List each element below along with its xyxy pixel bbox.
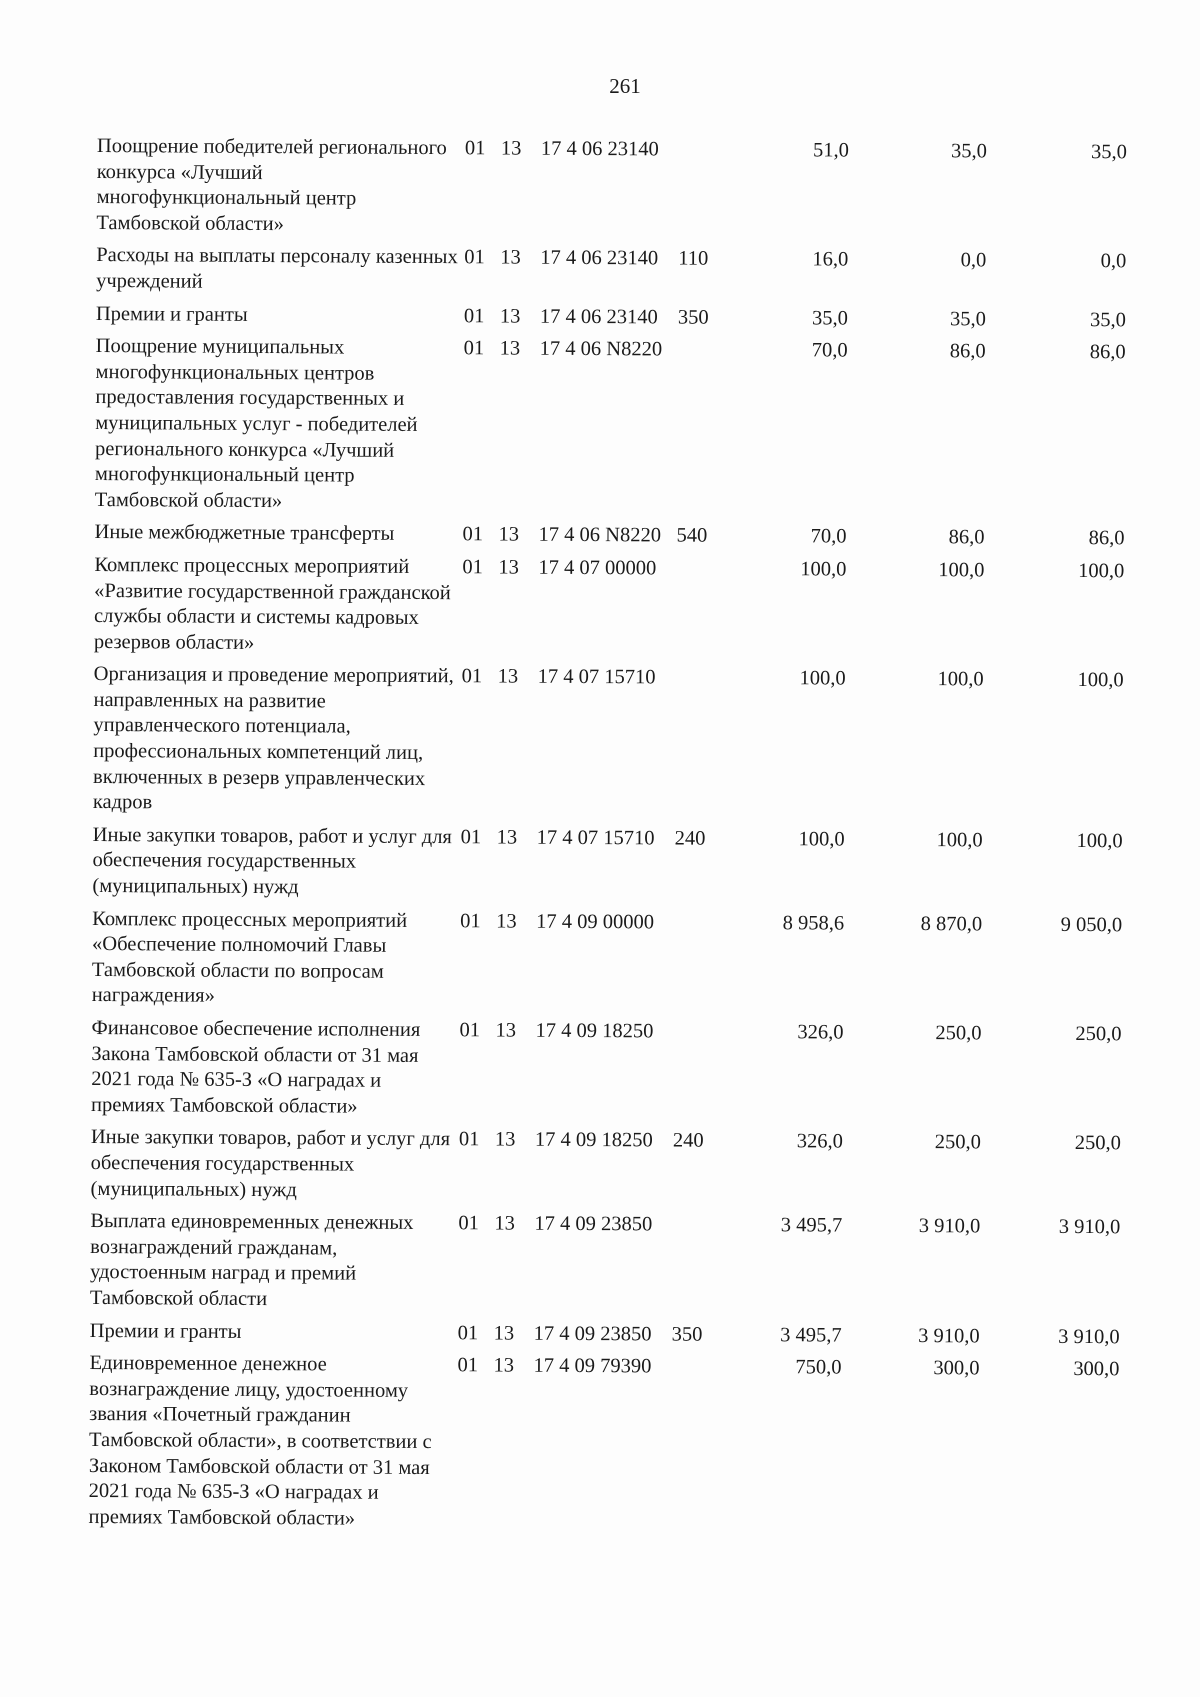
section-code: 01 [460,909,481,932]
expense-name: Поощрение победителей регионального конкурса «Лучший многофункциональный центр Тамбовской области» [96,134,447,235]
subsection-code: 13 [499,305,521,328]
amount-year-3: 3 910,0 [1058,1216,1121,1239]
amount-year-2: 100,0 [938,559,985,582]
target-article-code: 17 4 07 15710 [537,665,656,689]
section-code: 01 [458,1128,480,1151]
section-code: 01 [457,1321,479,1344]
amount-year-3: 250,0 [1074,1132,1121,1155]
expense-name: Расходы на выплаты персоналу казенных учреждений [96,244,458,293]
section-code: 01 [458,1212,479,1235]
target-article-code: 17 4 06 N8220 [539,337,663,361]
subsection-code: 13 [496,826,518,849]
expense-type-code: 240 [672,1129,704,1153]
target-article-code: 17 4 09 23850 [534,1212,653,1236]
subsection-code: 13 [494,1128,516,1151]
section-code: 01 [463,304,485,327]
subsection-code: 13 [499,337,521,360]
amount-year-2: 250,0 [934,1131,981,1154]
section-code: 01 [464,137,486,160]
table-row [90,1319,1160,1351]
amount-year-1: 16,0 [812,248,849,271]
amount-year-2: 100,0 [936,828,983,852]
target-article-code: 17 4 09 23850 [533,1322,652,1345]
budget-table [88,134,1167,1544]
expense-type-code: 350 [677,306,709,329]
amount-year-2: 8 870,0 [920,912,983,936]
subsection-code: 13 [498,523,520,546]
amount-year-3: 35,0 [1089,308,1126,331]
expense-name: Единовременное денежное вознаграждение лицу, удостоенному звания «Почетный гражданин Тамбовской области», в соответствии с Законом Тамбовской области от 31 мая 2021 года № 635-З «О наградах и премиях Тамбовской области» [88,1352,432,1530]
table-row [90,1125,1160,1208]
amount-year-3: 86,0 [1088,527,1125,550]
subsection-code: 13 [496,910,517,933]
target-article-code: 17 4 09 79390 [533,1354,652,1378]
expense-name: Премии и гранты [89,1319,242,1343]
table-row [96,134,1167,243]
amount-year-3: 300,0 [1073,1358,1120,1381]
table-row [92,823,1162,906]
amount-year-1: 70,0 [811,339,848,362]
amount-year-1: 100,0 [798,828,845,851]
expense-type-code: 110 [678,247,709,271]
target-article-code: 17 4 06 N8220 [538,524,662,547]
section-code: 01 [461,665,483,688]
subsection-code: 13 [498,556,519,579]
amount-year-3: 100,0 [1076,829,1123,853]
table-row [96,302,1166,334]
section-code: 01 [460,826,482,849]
section-code: 01 [462,523,484,546]
amount-year-3: 0,0 [1100,250,1127,273]
target-article-code: 17 4 06 23140 [540,247,659,270]
table-row [90,1209,1161,1318]
amount-year-1: 3 495,7 [780,1214,843,1237]
expense-name: Комплекс процессных мероприятий «Развитие государственной гражданской службы области и системы кадровых резервов области» [93,553,451,654]
section-code: 01 [462,556,483,579]
amount-year-2: 250,0 [935,1022,982,1045]
amount-year-1: 326,0 [796,1130,843,1153]
amount-year-1: 51,0 [812,139,849,162]
amount-year-3: 35,0 [1090,141,1127,164]
amount-year-1: 8 958,6 [782,911,845,935]
amount-year-2: 100,0 [937,668,984,691]
table-row [94,553,1165,662]
subsection-code: 13 [497,665,519,688]
subsection-code: 13 [500,137,522,160]
subsection-code: 13 [493,1321,515,1345]
table-row [92,907,1163,1016]
subsection-code: 13 [495,1019,517,1042]
table-row [93,662,1164,822]
expense-name: Выплата единовременных денежных вознаграждений гражданам, удостоенным наград и премий Тамбовской области [89,1210,414,1310]
amount-year-2: 3 910,0 [918,1215,981,1238]
amount-year-1: 70,0 [810,525,847,548]
table-row [96,243,1166,301]
amount-year-2: 0,0 [960,249,987,272]
target-article-code: 17 4 09 00000 [536,910,655,934]
amount-year-2: 35,0 [949,307,986,330]
amount-year-2: 300,0 [933,1357,980,1380]
amount-year-3: 86,0 [1089,341,1126,364]
expense-name: Иные межбюджетные трансферты [94,521,395,546]
expense-name: Комплекс процессных мероприятий «Обеспечение полномочий Главы Тамбовской области по вопросам награждения» [91,907,408,1008]
table-row [91,1016,1162,1125]
target-article-code: 17 4 07 15710 [536,826,655,850]
amount-year-2: 86,0 [949,340,986,363]
expense-name: Организация и проведение мероприятий, направленных на развитие управленческого потенциала, профессиональных компетенций лиц, включенных в резерв управленческих кадров [92,663,454,814]
page-number: 261 [609,74,641,98]
expense-type-code: 540 [676,524,708,548]
amount-year-2: 86,0 [948,526,985,549]
table-row [94,520,1164,552]
amount-year-1: 100,0 [799,667,846,690]
amount-year-1: 326,0 [797,1021,844,1044]
amount-year-3: 9 050,0 [1060,913,1123,936]
amount-year-1: 100,0 [800,558,847,581]
target-article-code: 17 4 06 23140 [539,305,658,328]
section-code: 01 [459,1019,481,1042]
target-article-code: 17 4 07 00000 [538,556,657,580]
amount-year-2: 35,0 [950,140,987,163]
target-article-code: 17 4 09 18250 [534,1129,653,1152]
expense-type-code: 350 [671,1323,703,1346]
amount-year-2: 3 910,0 [918,1324,980,1347]
amount-year-3: 100,0 [1078,559,1125,583]
subsection-code: 13 [500,246,521,269]
subsection-code: 13 [494,1212,515,1235]
expense-name: Поощрение муниципальных многофункциональных центров предоставления государственных и муниципальных услуг - победителей регионального конкурса «Лучший многофункциональный центр Тамбовской области» [94,335,418,512]
target-article-code: 17 4 09 18250 [535,1019,654,1043]
section-code: 01 [457,1354,479,1377]
table-row [88,1351,1159,1537]
subsection-code: 13 [493,1354,515,1377]
amount-year-1: 750,0 [795,1356,842,1379]
target-article-code: 17 4 06 23140 [540,137,659,161]
table-row [95,334,1166,520]
expense-name: Премии и гранты [95,302,248,326]
amount-year-3: 3 910,0 [1058,1325,1120,1348]
amount-year-1: 35,0 [811,306,848,330]
amount-year-3: 100,0 [1077,669,1124,692]
expense-name: Иные закупки товаров, работ и услуг для обеспечения государственных (муниципальных) нужд [90,1126,451,1201]
expense-type-code: 240 [674,827,706,850]
expense-name: Финансовое обеспечение исполнения Закона Тамбовской области от 31 мая 2021 года № 635-З «О наградах и премиях Тамбовской области» [91,1016,421,1118]
expense-name: Иные закупки товаров, работ и услуг для обеспечения государственных (муниципальных) нужд [92,823,452,899]
section-code: 01 [464,246,485,269]
amount-year-1: 3 495,7 [780,1323,842,1347]
amount-year-3: 250,0 [1075,1022,1122,1046]
section-code: 01 [463,337,485,360]
